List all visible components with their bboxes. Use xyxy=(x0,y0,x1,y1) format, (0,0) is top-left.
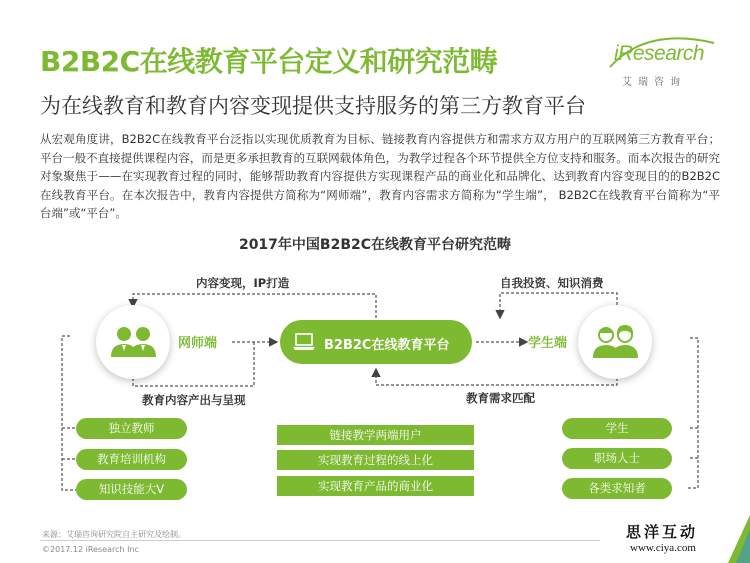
page-subtitle: 为在线教育和教育内容变现提供支持服务的第三方教育平台 xyxy=(40,94,586,118)
right-item-learner: 各类求知者 xyxy=(562,478,672,499)
watermark xyxy=(626,521,746,554)
student-group-icon xyxy=(578,305,652,379)
label-content-output: 教育内容产出与呈现 xyxy=(142,393,246,407)
label-self-investment: 自我投资、知识消费 xyxy=(500,276,604,290)
logo-wordmark: iResearch xyxy=(614,42,705,65)
center-item-commercialization: 实现教育产品的商业化 xyxy=(277,476,474,496)
label-content-monetization: 内容变现，IP打造 xyxy=(196,276,290,290)
right-item-professional: 职场人士 xyxy=(562,448,672,469)
student-node-label: 学生端 xyxy=(528,336,568,351)
right-item-student: 学生 xyxy=(562,418,672,439)
watermark-cn: 思洋互动 xyxy=(626,523,699,541)
right-bracket xyxy=(688,338,698,488)
left-item-knowledge-influencer: 知识技能大V xyxy=(76,479,187,500)
center-item-link-users: 链接教学两端用户 xyxy=(277,425,474,445)
platform-node xyxy=(280,320,472,364)
page-title: B2B2C在线教育平台定义和研究范畴 xyxy=(40,45,498,78)
teacher-node-label: 网师端 xyxy=(178,336,218,351)
left-bracket xyxy=(62,336,76,490)
left-item-independent-teacher: 独立教师 xyxy=(76,418,187,439)
source-note: 来源：艾瑞咨询研究院自主研究及绘制。 xyxy=(42,530,186,539)
center-item-online-process: 实现教育过程的线上化 xyxy=(277,450,474,470)
footer-divider xyxy=(40,540,600,541)
logo-chinese: 艾瑞咨询 xyxy=(622,77,686,88)
left-item-training-institution: 教育培训机构 xyxy=(76,449,187,470)
platform-node-label: B2B2C在线教育平台 xyxy=(324,338,450,353)
student-node xyxy=(578,305,652,379)
diagram-title: 2017年中国B2B2C在线教育平台研究范畴 xyxy=(238,237,512,253)
teacher-group-icon xyxy=(96,305,170,379)
copyright-note: ©2017.12 iResearch Inc xyxy=(42,545,139,554)
teacher-node xyxy=(96,305,170,379)
watermark-url: www.ciya.com xyxy=(630,542,696,554)
intro-paragraph: 从宏观角度讲，B2B2C在线教育平台泛指以实现优质教育为目标、链接教育内容提供方和需求方双方用户的互联网第三方教育平台；平台一般不直接提供课程内容，而是更多承担教育的互联网载体角色，为教学过程各个环节提供全方位支持和服务。而本次报告的研究对象聚焦于——在实现教育过程的同时，能够帮助教育内容提供方实现课程产品的商业化和品牌化、达到教育内容变现目的的B2B2C在线教育平台。在本次报告中，教育内容提供方简称为“网师端”，教育内容需求方简称为“学生端”， B2B2C在线教育平台简称为“平台端”或“平台”。 xyxy=(40,132,720,220)
laptop-icon xyxy=(292,332,316,352)
label-demand-matching: 教育需求匹配 xyxy=(466,391,535,405)
